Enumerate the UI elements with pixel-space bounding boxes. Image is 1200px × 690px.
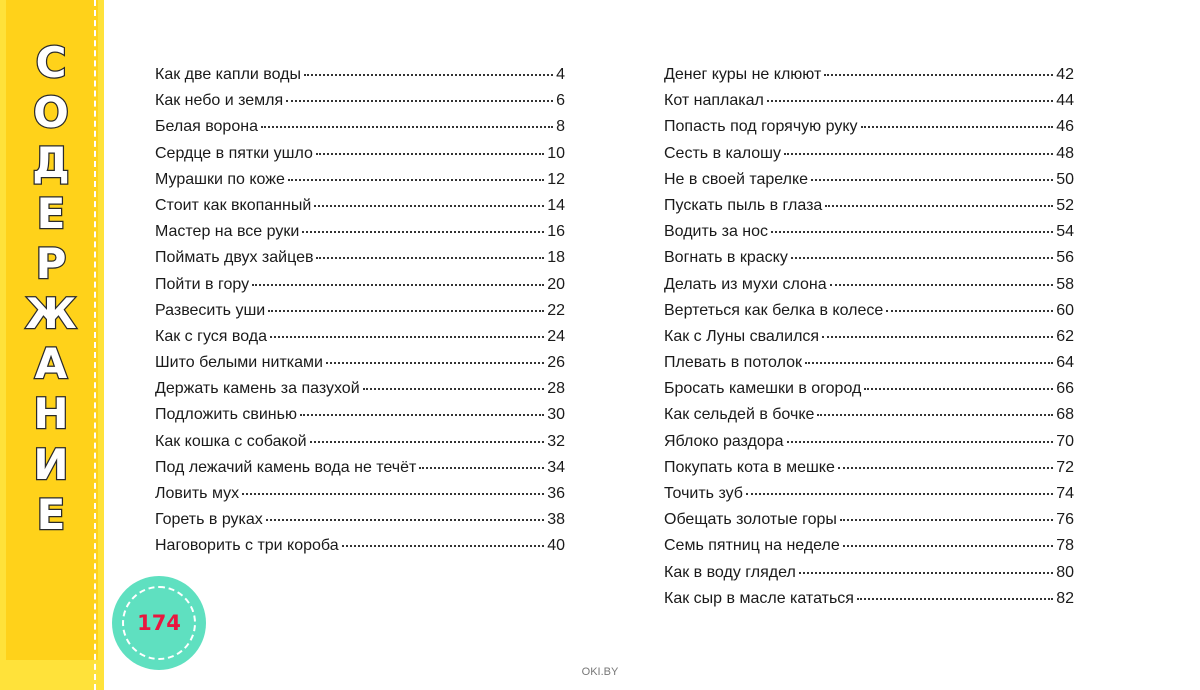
toc-entry-title: Наговорить с три короба	[155, 537, 339, 555]
toc-entry-page: 78	[1056, 537, 1074, 555]
toc-entry-page: 10	[547, 144, 565, 162]
toc-entry-title: Белая ворона	[155, 118, 258, 136]
toc-dot-leader	[286, 99, 553, 102]
toc-dot-leader	[864, 387, 1053, 390]
toc-entry	[155, 402, 565, 428]
toc-entry-page: 6	[556, 92, 565, 110]
toc-dot-leader	[838, 466, 1053, 469]
toc-entry-title: Делать из мухи слона	[664, 275, 827, 293]
sidebar	[0, 0, 104, 690]
toc-entry-title: Бросать камешки в огород	[664, 380, 862, 398]
title-letter: Е	[36, 489, 66, 539]
toc-entry-title: Яблоко раздора	[664, 432, 784, 450]
toc-entry-title: Вогнать в краску	[664, 249, 788, 267]
toc-entry	[664, 62, 1074, 88]
toc-dot-leader	[805, 361, 1053, 364]
toc-entry-page: 32	[547, 432, 565, 450]
toc-dot-leader	[304, 73, 553, 76]
toc-entry-title: Поймать двух зайцев	[155, 249, 314, 267]
stitch-line	[94, 0, 96, 690]
toc-entry-page: 38	[547, 511, 565, 529]
toc-entry-title: Мурашки по коже	[155, 170, 285, 188]
toc-entry	[155, 114, 565, 140]
toc-entry-page: 54	[1056, 223, 1074, 241]
title-letter: Д	[32, 138, 70, 188]
toc-entry	[155, 350, 565, 376]
toc-entry-page: 52	[1056, 196, 1074, 214]
toc-entry-title: Сесть в калошу	[664, 144, 782, 162]
toc-dot-leader	[342, 544, 545, 547]
toc-entry	[664, 586, 1074, 612]
toc-entry-page: 66	[1056, 380, 1074, 398]
toc-dot-leader	[857, 597, 1053, 600]
toc-entry-page: 68	[1056, 406, 1074, 424]
toc-entry	[155, 62, 565, 88]
toc-dot-leader	[242, 492, 544, 495]
title-letter: Н	[33, 389, 69, 439]
toc-entry-page: 40	[547, 537, 565, 555]
title-letter: С	[35, 38, 67, 87]
toc-dot-leader	[787, 440, 1054, 443]
title-letter: Р	[35, 238, 67, 288]
toc-entry-page: 22	[547, 301, 565, 319]
title-letter: Е	[36, 188, 66, 238]
toc-entry	[664, 350, 1074, 376]
toc-entry-title: Шито белыми нитками	[155, 354, 323, 372]
toc-entry	[664, 88, 1074, 114]
toc-entry-title: Как небо и земля	[155, 92, 284, 110]
toc-dot-leader	[316, 152, 544, 155]
toc-dot-leader	[302, 230, 544, 233]
toc-entry-title: Как сыр в масле кататься	[664, 589, 854, 607]
toc-entry-title: Как две капли воды	[155, 66, 301, 83]
toc-entry	[155, 167, 565, 193]
toc-entry-title: Как с гуся вода	[155, 327, 267, 345]
toc-dot-leader	[310, 440, 545, 443]
toc-entry-page: 62	[1056, 327, 1074, 345]
title-letter: А	[34, 339, 68, 389]
toc-entry-title: Подложить свинью	[155, 406, 297, 424]
toc-entry-page: 44	[1056, 92, 1074, 110]
toc-entry-title: Развесить уши	[155, 301, 266, 319]
toc-entry-page: 56	[1056, 249, 1074, 267]
toc-entry-title: Стоит как вкопанный	[155, 196, 312, 214]
toc-dot-leader	[843, 544, 1053, 547]
toc-entry	[664, 402, 1074, 428]
toc-entry-title: Ловить мух	[155, 485, 240, 502]
toc-entry-page: 72	[1056, 458, 1074, 476]
toc-dot-leader	[822, 335, 1053, 338]
toc-entry	[664, 455, 1074, 481]
toc-entry-title: Держать камень за пазухой	[155, 380, 360, 398]
toc-entry-title: Вертеться как белка в колесе	[664, 301, 884, 319]
toc-entry-page: 4	[556, 66, 565, 83]
toc-entry-title: Не в своей тарелке	[664, 170, 809, 188]
toc-dot-leader	[817, 413, 1053, 416]
toc-entry-title: Как с Луны свалился	[664, 327, 820, 345]
toc-entry-page: 76	[1056, 511, 1074, 529]
toc-entry-page: 8	[556, 118, 565, 136]
toc-entry	[155, 245, 565, 271]
toc-entry-page: 70	[1056, 432, 1074, 450]
toc-entry	[664, 533, 1074, 559]
toc-entry-page: 42	[1056, 66, 1074, 83]
toc-dot-leader	[419, 466, 544, 469]
toc-entry	[664, 298, 1074, 324]
toc-entry-title: Плевать в потолок	[664, 354, 802, 372]
toc-entry-title: Семь пятниц на неделе	[664, 537, 840, 555]
toc-entry-title: Пускать пыль в глаза	[664, 196, 823, 214]
toc-entry-page: 46	[1056, 118, 1074, 136]
page-number-badge	[112, 576, 206, 670]
toc-entry-page: 12	[547, 170, 565, 188]
toc-entry-title: Как в воду глядел	[664, 563, 796, 581]
toc-entry-title: Под лежачий камень вода не течёт	[155, 458, 417, 476]
toc-entry-page: 82	[1056, 589, 1074, 607]
toc-entry	[155, 88, 565, 114]
toc-entry-page: 16	[547, 223, 565, 241]
toc-entry	[664, 167, 1074, 193]
toc-dot-leader	[300, 413, 544, 416]
toc-entry-page: 64	[1056, 354, 1074, 372]
toc-dot-leader	[799, 571, 1053, 574]
toc-entry	[664, 429, 1074, 455]
toc-entry	[155, 481, 565, 507]
page-number: 174	[137, 611, 181, 635]
toc-dot-leader	[288, 178, 544, 181]
toc-dot-leader	[316, 256, 544, 259]
toc-entry	[664, 219, 1074, 245]
toc-entry-title: Точить зуб	[664, 485, 743, 502]
toc-dot-leader	[825, 204, 1053, 207]
toc-dot-leader	[314, 204, 544, 207]
toc-dot-leader	[784, 152, 1053, 155]
toc-entry	[664, 560, 1074, 586]
toc-entry-title: Как кошка с собакой	[155, 432, 307, 450]
toc-entry-page: 80	[1056, 563, 1074, 581]
toc-entry-title: Попасть под горячую руку	[664, 118, 858, 136]
toc-entry-title: Водить за нос	[664, 223, 769, 241]
toc-entry	[155, 141, 565, 167]
toc-dot-leader	[830, 283, 1054, 286]
toc-entry	[664, 272, 1074, 298]
watermark: OKI.BY	[581, 666, 619, 678]
toc-entry	[664, 376, 1074, 402]
toc-dot-leader	[326, 361, 544, 364]
toc-entry-title: Денег куры не клюют	[664, 66, 822, 83]
toc-dot-leader	[811, 178, 1053, 181]
toc-dot-leader	[268, 309, 544, 312]
toc-entry-page: 28	[547, 380, 565, 398]
toc-entry-page: 48	[1056, 144, 1074, 162]
toc-dot-leader	[363, 387, 545, 390]
toc-dot-leader	[767, 99, 1053, 102]
toc-entry	[155, 376, 565, 402]
toc-dot-leader	[791, 256, 1053, 259]
toc-entry-page: 60	[1056, 301, 1074, 319]
toc-dot-leader	[252, 283, 544, 286]
toc-dot-leader	[270, 335, 544, 338]
toc-entry-title: Обещать золотые горы	[664, 511, 837, 529]
toc-entry	[155, 193, 565, 219]
toc-dot-leader	[771, 230, 1053, 233]
toc-entry	[664, 193, 1074, 219]
toc-entry-title: Пойти в гору	[155, 275, 250, 293]
toc-entry-page: 18	[547, 249, 565, 267]
toc-entry	[664, 324, 1074, 350]
toc-entry-page: 36	[547, 485, 565, 502]
toc-entry	[664, 245, 1074, 271]
toc-entry	[155, 272, 565, 298]
toc-entry	[155, 219, 565, 245]
toc-entry	[664, 507, 1074, 533]
title-letter: И	[33, 439, 69, 489]
toc-entry	[155, 533, 565, 559]
toc-entry-title: Покупать кота в мешке	[664, 458, 835, 476]
toc-dot-leader	[824, 73, 1053, 76]
toc-entry-title: Сердце в пятки ушло	[155, 144, 313, 162]
toc-column-left	[155, 62, 565, 560]
toc-entry	[155, 429, 565, 455]
toc-dot-leader	[746, 492, 1053, 495]
title-letter: Ж	[25, 289, 77, 339]
toc-entry	[155, 455, 565, 481]
toc-entry-page: 74	[1056, 485, 1074, 502]
toc-dot-leader	[266, 518, 544, 521]
toc-entry-title: Гореть в руках	[155, 511, 263, 529]
toc-column-right	[664, 62, 1074, 612]
toc-entry-page: 26	[547, 354, 565, 372]
toc-dot-leader	[840, 518, 1053, 521]
toc-entry-title: Кот наплакал	[664, 92, 764, 110]
toc-entry-page: 50	[1056, 170, 1074, 188]
toc-entry	[664, 141, 1074, 167]
toc-entry-page: 34	[547, 458, 565, 476]
contents-title	[18, 38, 84, 540]
toc-entry-page: 30	[547, 406, 565, 424]
toc-entry-title: Мастер на все руки	[155, 223, 300, 241]
toc-entry	[155, 507, 565, 533]
toc-entry-page: 20	[547, 275, 565, 293]
toc-entry-page: 24	[547, 327, 565, 345]
toc-entry	[664, 114, 1074, 140]
toc-dot-leader	[886, 309, 1053, 312]
toc-entry-page: 14	[547, 196, 565, 214]
toc-dot-leader	[861, 125, 1054, 128]
toc-entry	[664, 481, 1074, 507]
toc-entry-page: 58	[1056, 275, 1074, 293]
toc-entry-title: Как сельдей в бочке	[664, 406, 815, 424]
toc-entry	[155, 298, 565, 324]
title-letter: О	[33, 88, 69, 138]
toc-dot-leader	[261, 125, 553, 128]
toc-entry	[155, 324, 565, 350]
